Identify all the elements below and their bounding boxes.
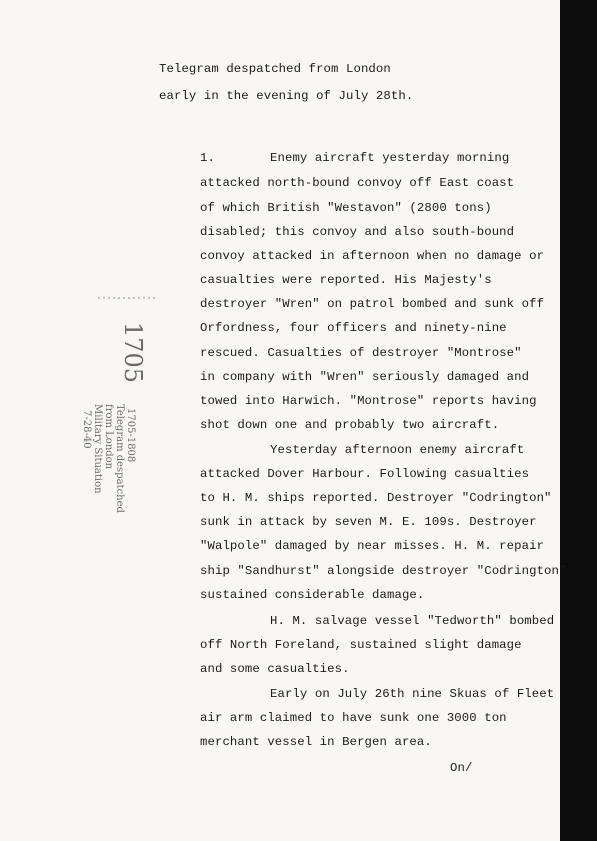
margin-dotted-line [98,297,158,299]
paragraph-3-first-line: H. M. salvage vessel "Tedworth" bombed [270,614,555,628]
continuation-mark: On/ [450,761,473,775]
paragraph-1-line: shot down one and probably two aircraft. [200,418,500,432]
handwritten-number: 1705 [119,322,147,384]
paragraph-1-line: Orfordness, four officers and ninety-nine [200,321,507,335]
paragraph-3-line: and some casualties. [200,662,350,676]
paragraph-4-first-line: Early on July 26th nine Skuas of Fleet [270,687,555,701]
paragraph-1-line: convoy attacked in afternoon when no damage or [200,249,545,263]
scan-edge-bar [560,0,597,841]
handwritten-note-line: 7-28-40 [81,410,92,449]
paragraph-2-line: "Walpole" damaged by near misses. H. M. repair [200,539,545,553]
paragraph-2-line: attacked Dover Harbour. Following casualties [200,467,530,481]
paragraph-4-line: air arm claimed to have sunk one 3000 ton [200,711,507,725]
handwritten-note-line: Military Situation [92,404,103,494]
paragraph-1-line: of which British "Westavon" (2800 tons) [200,201,492,215]
paragraph-1-line: rescued. Casualties of destroyer "Montrose" [200,346,522,360]
paragraph-1-line: disabled; this convoy and also south-bound [200,225,515,239]
paragraph-2-line: to H. M. ships reported. Destroyer "Codrington" [200,491,552,505]
paragraph-1-line: destroyer "Wren" on patrol bombed and sunk off [200,297,545,311]
handwritten-note-line: from London [103,404,114,470]
handwritten-note-line: Telegram despatched [114,404,125,513]
paragraph-3-line: off North Foreland, sustained slight damage [200,638,522,652]
paragraph-1-line: towed into Harwich. "Montrose" reports having [200,394,537,408]
paragraph-2-line: sunk in attack by seven M. E. 109s. Destroyer [200,515,537,529]
header-line-2: early in the evening of July 28th. [159,89,414,103]
paragraph-2-line: ship "Sandhurst" alongside destroyer "Codrington" [200,564,567,578]
paragraph-4-line: merchant vessel in Bergen area. [200,735,432,749]
paragraph-1-first-line: Enemy aircraft yesterday morning [270,151,510,165]
paragraph-2-line: sustained considerable damage. [200,588,425,602]
paragraph-1-line: in company with "Wren" seriously damaged and [200,370,530,384]
header-line-1: Telegram despatched from London [159,62,391,76]
paragraph-2-first-line: Yesterday afternoon enemy aircraft [270,443,525,457]
paragraph-1-line: attacked north-bound convoy off East coast [200,176,515,190]
paragraph-number: 1. [200,151,215,165]
paragraph-1-line: casualties were reported. His Majesty's [200,273,492,287]
handwritten-note-line: 1705-1808 [125,408,136,463]
